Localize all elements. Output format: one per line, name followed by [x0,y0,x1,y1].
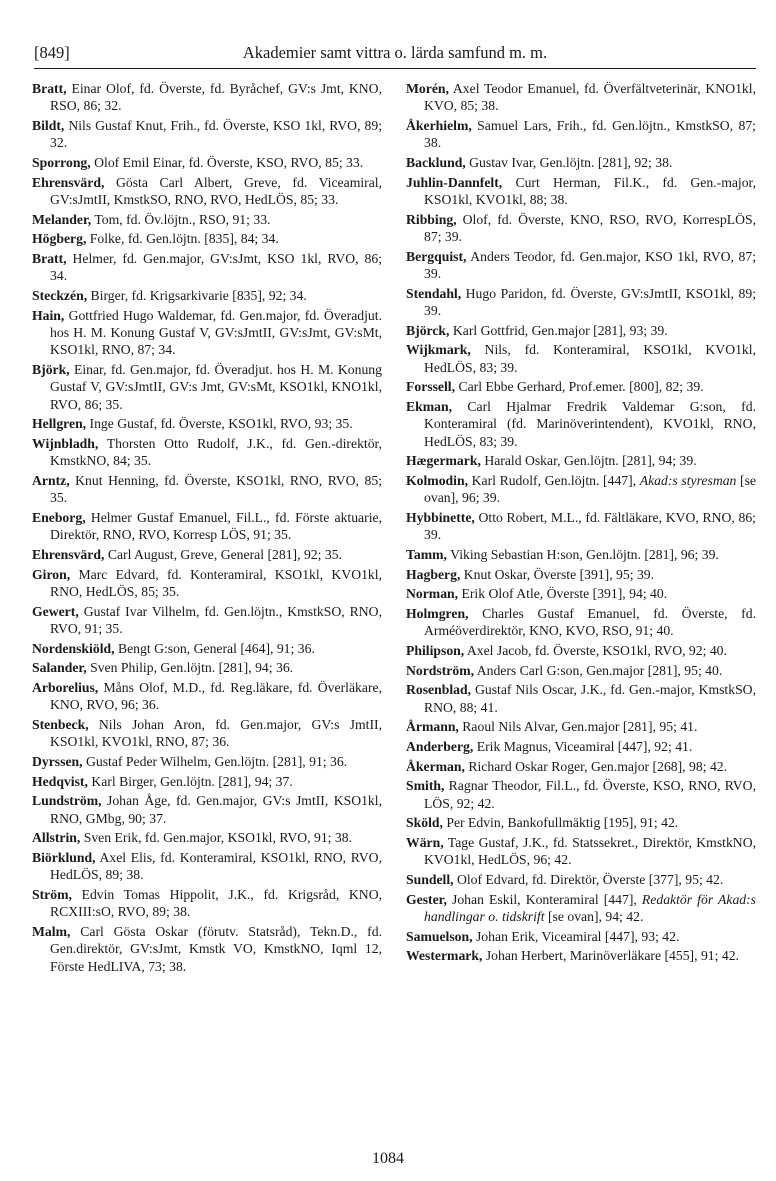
entry-name: Årmann, [406,719,459,735]
entry-text: Samuel Lars, Frih., fd. Gen.löjtn., KmstkSO, 87; 38. [424,117,756,151]
entry-name: Norman, [406,586,459,602]
list-item [406,174,756,209]
list-item [32,287,382,304]
list-item [406,947,756,964]
entry-name: Gester, [406,891,447,907]
entry-text: Anders Carl G:son, Gen.major [281], 95; 40. [474,662,723,678]
entry-name: Bildt, [32,117,65,133]
entry-text: Marc Edvard, fd. Konteramiral, KSO1kl, KVO1kl, RNO, HedLÖS, 85; 35. [50,566,382,599]
header-rule [34,68,756,69]
entry-text: Ragnar Theodor, Fil.L., fd. Överste, KSO, RNO, RVO, LÖS, 92; 42. [424,778,756,811]
list-item [32,250,382,285]
entry-text: Axel Elis, fd. Konteramiral, KSO1kl, RNO, RVO, HedLÖS, 89; 38. [50,849,382,883]
entry-text: Inge Gustaf, fd. Överste, KSO1kl, RVO, 93; 35. [86,416,353,432]
right-column [406,80,756,967]
entry-text: Helmer Gustaf Emanuel, Fil.L., fd. Förste aktuarie, Direktör, RNO, RVO, Korresp LÖS, 91; 35. [50,509,382,543]
entry-name: Åkerman, [406,758,465,774]
entry-text: Johan Erik, Viceamiral [447], 93; 42. [472,928,680,944]
list-item [32,753,382,770]
entry-name: Hybbinette, [406,509,475,525]
entry-text: Otto Robert, M.L., fd. Fältläkare, KVO, RNO, 86; 39. [424,509,756,543]
entry-name: Giron, [32,566,71,582]
list-item [32,435,382,470]
left-column [32,80,382,977]
entry-text: Einar, fd. Gen.major, fd. Överadjut. hos H. M. Konung Gustaf V, GV:sJmtII, GV:s Jmt, GV:sMt, KSO1kl, KNO1kl, RVO, 86; 35. [50,361,382,412]
entry-text: Gösta Carl Albert, Greve, fd. Viceamiral, GV:sJmtII, KmstkSO, RNO, RVO, HedLÖS, 85; 33. [50,174,382,207]
entry-text: Richard Oskar Roger, Gen.major [268], 98; 42. [464,758,728,774]
list-item [32,361,382,413]
entry-text: Carl Hjalmar Fredrik Valdemar G:son, fd. Konteramiral (fd. Marinöverintendent), KVO1kl, RNO, HedLÖS, 83; 39. [424,398,756,449]
entry-name: Anderberg, [406,738,474,754]
entry-text: Gustaf Peder Wilhelm, Gen.löjtn. [281], 91; 36. [82,753,348,769]
entry-name: Björck, [406,322,450,338]
list-item [406,285,756,320]
entry-name: Wijnbladh, [32,435,99,451]
entry-name: Åkerhielm, [406,117,472,133]
entry-text: Folke, fd. Gen.löjtn. [835], 84; 34. [86,231,279,247]
entry-name: Wijkmark, [406,342,471,358]
list-item [406,642,756,659]
list-item [406,452,756,469]
running-title: Akademier samt vittra o. lärda samfund m. m. [242,43,548,62]
entry-name: Lundström, [32,793,102,809]
list-item [32,546,382,563]
entry-text: Curt Herman, Fil.K., fd. Gen.-major, KSO1kl, KVO1kl, 88; 38. [424,174,756,207]
entry-name: Gewert, [32,603,79,619]
entry-name: Bratt, [32,251,67,267]
entry-name: Nordenskiöld, [32,640,115,656]
entry-text: Karl Birger, Gen.löjtn. [281], 94; 37. [87,773,293,789]
entry-name: Melander, [32,211,92,227]
entry-name: Hægermark, [406,453,481,469]
list-item [406,871,756,888]
entry-title-italic: Redaktör för Akad:s handlingar o. tidskrift [424,891,757,924]
entry-text: Olof Edvard, fd. Direktör, Överste [377], 95; 42. [453,872,724,888]
list-item [406,546,756,563]
entry-text: Knut Henning, fd. Överste, KSO1kl, RNO, RVO, 85; 35. [50,472,382,506]
list-item [32,509,382,544]
entry-text: Gustaf Ivar Vilhelm, fd. Gen.löjtn., KmstkSO, RNO, RVO, 91; 35. [50,603,382,636]
entry-name: Ehrensvärd, [32,546,105,562]
list-item [406,928,756,945]
entry-text: Anders Teodor, fd. Gen.major, KSO 1kl, RVO, 87; 39. [424,248,756,281]
entry-name: Ribbing, [406,211,457,227]
list-item [32,773,382,790]
entry-name: Philipson, [406,642,465,658]
list-item [32,716,382,751]
entry-text: Charles Gustaf Emanuel, fd. Överste, fd. Arméöverdirektör, KNO, KVO, RSO, 91; 40. [424,605,756,639]
list-item [32,849,382,884]
list-item [32,154,382,171]
entry-name: Arborelius, [32,679,99,695]
list-item [406,777,756,812]
list-item [406,248,756,283]
entry-text: Olof, fd. Överste, KNO, RSO, RVO, KorrespLÖS, 87; 39. [424,211,756,244]
list-item [406,681,756,716]
entry-name: Allstrin, [32,830,81,846]
list-item [32,80,382,115]
entry-text: Sven Philip, Gen.löjtn. [281], 94; 36. [86,660,294,676]
entry-name: Björk, [32,361,70,377]
entry-text: Nils Johan Aron, fd. Gen.major, GV:s JmtII, KSO1kl, KVO1kl, RNO, 87; 36. [50,716,382,750]
entry-name: Stendahl, [406,285,462,301]
entry-text: Raoul Nils Alvar, Gen.major [281], 95; 41. [458,719,698,735]
entry-name: Steckzén, [32,288,88,303]
list-item [406,605,756,640]
list-item [406,814,756,831]
entry-text: Gustaf Nils Oscar, J.K., fd. Gen.-major, KmstkSO, RNO, 88; 41. [424,682,756,715]
entry-text: Johan Åge, fd. Gen.major, GV:s JmtII, KSO1kl, RNO, GMbg, 90; 37. [50,793,382,826]
list-item [406,378,756,395]
entry-text: Bengt G:son, General [464], 91; 36. [114,640,315,656]
entry-text: Tage Gustaf, J.K., fd. Statssekret., Direktör, KmstkNO, KVO1kl, HedLÖS, 96; 42. [424,835,756,868]
list-item [32,679,382,714]
entry-text: Hugo Paridon, fd. Överste, GV:sJmtII, KSO1kl, 89; 39. [424,285,756,318]
entry-name: Backlund, [406,154,466,170]
list-item [406,80,756,115]
entry-name: Morén, [406,81,449,96]
entry-name: Sporrong, [32,154,91,170]
entry-name: Ehrensvärd, [32,174,105,190]
list-item [32,792,382,827]
entry-name: Arntz, [32,472,70,488]
entry-name: Kolmodin, [406,472,468,488]
entry-name: Biörklund, [32,849,96,865]
entry-name: Ekman, [406,398,453,414]
entry-title-italic: Akad:s styresman [639,472,737,488]
entry-text: Måns Olof, M.D., fd. Reg.läkare, fd. Överläkare, KNO, RVO, 96; 36. [50,679,382,713]
entry-text: Gustav Ivar, Gen.löjtn. [281], 92; 38. [465,154,673,170]
page-header [34,40,756,66]
entry-name: Smith, [406,778,445,794]
page-number: [849] [34,43,70,62]
list-item [406,758,756,775]
entry-text: Carl Gösta Oskar (förutv. Statsråd), Tekn.D., fd. Gen.direktör, GV:sJmt, Kmstk VO, KmstkNO, Iqml 12, Förste HedLIVA, 73; 38. [50,923,382,974]
entry-text: Axel Teodor Emanuel, fd. Överfältveterinär, KNO1kl, KVO, 85; 38. [424,81,756,114]
list-item [32,659,382,676]
entry-name: Hedqvist, [32,773,88,789]
entry-name: Högberg, [32,231,87,247]
list-item [32,829,382,846]
list-item [32,640,382,657]
entry-text: Carl Ebbe Gerhard, Prof.emer. [800], 82; 39. [455,379,704,395]
entry-name: Malm, [32,923,71,939]
entry-name: Sköld, [406,815,443,831]
entry-text: Per Edvin, Bankofullmäktig [195], 91; 42. [442,815,679,831]
list-item [32,923,382,975]
list-item [32,117,382,152]
entry-name: Juhlin-Dannfelt, [406,174,503,190]
entry-text: Erik Magnus, Viceamiral [447], 92; 41. [473,738,693,754]
entry-text: Helmer, fd. Gen.major, GV:sJmt, KSO 1kl, RVO, 86; 34. [50,251,382,284]
entry-name: Westermark, [406,948,483,964]
entry-name: Bratt, [32,81,67,96]
list-item [406,834,756,869]
entry-text: Carl August, Greve, General [281], 92; 35. [104,546,342,562]
entry-name: Ström, [32,886,72,902]
folio: 1084 [372,1150,404,1167]
entry-name: Nordström, [406,662,475,678]
list-item [406,154,756,171]
entry-name: Eneborg, [32,509,86,525]
entry-text: Johan Herbert, Marinöverläkare [455], 91; 42. [482,948,739,964]
entry-name: Dyrssen, [32,753,83,769]
list-item [406,738,756,755]
entry-text: Nils, fd. Konteramiral, KSO1kl, KVO1kl, HedLÖS, 83; 39. [424,342,756,375]
entry-text-after: [se ovan], 94; 42. [544,909,644,924]
entry-text: Viking Sebastian H:son, Gen.löjtn. [281], 96; 39. [446,546,719,562]
list-item [32,886,382,921]
list-item [32,603,382,638]
entry-name: Salander, [32,660,87,676]
list-item [406,662,756,679]
entry-text: Karl Gottfrid, Gen.major [281], 93; 39. [449,322,668,338]
entry-text: Birger, fd. Krigsarkivarie [835], 92; 34. [87,288,307,303]
list-item [32,472,382,507]
list-item [406,509,756,544]
list-item [32,211,382,228]
entry-name: Forssell, [406,379,456,395]
list-item [406,322,756,339]
entry-text: Einar Olof, fd. Överste, fd. Byråchef, GV:s Jmt, KNO, RSO, 86; 32. [50,81,382,114]
entry-text: Gottfried Hugo Waldemar, fd. Gen.major, fd. Överadjut. hos H. M. Konung Gustaf V, GV:sJmtII, GV:sJmt, GV:sMt, KSO1kl, RNO, 87; 34. [50,307,382,358]
list-item [406,341,756,376]
list-item [406,211,756,246]
entry-name: Samuelson, [406,928,473,944]
list-item [32,174,382,209]
entry-text: Thorsten Otto Rudolf, J.K., fd. Gen.-direktör, KmstkNO, 84; 35. [50,435,382,469]
entry-name: Hain, [32,307,65,323]
entry-name: Hagberg, [406,566,461,582]
entry-text: Sven Erik, fd. Gen.major, KSO1kl, RVO, 91; 38. [80,830,353,846]
entry-text: Axel Jacob, fd. Överste, KSO1kl, RVO, 92; 40. [464,642,727,658]
entry-name: Hellgren, [32,416,87,432]
entry-text: Nils Gustaf Knut, Frih., fd. Överste, KSO 1kl, RVO, 89; 32. [50,117,382,151]
entry-name: Sundell, [406,872,454,888]
list-item [406,398,756,450]
list-item [406,718,756,735]
entry-name: Holmgren, [406,605,469,621]
entry-text-after: [se ovan], 96; 39. [424,472,756,506]
list-item [406,566,756,583]
entry-name: Tamm, [406,546,447,562]
entry-text: Tom, fd. Öv.löjtn., RSO, 91; 33. [91,211,271,227]
entry-name: Bergquist, [406,248,467,264]
entry-text: Knut Oskar, Överste [391], 95; 39. [460,566,655,582]
entry-text: Olof Emil Einar, fd. Överste, KSO, RVO, 85; 33. [90,154,364,170]
entry-name: Stenbeck, [32,716,89,732]
list-item [32,307,382,359]
entry-text: Johan Eskil, Konteramiral [447], [446,891,642,907]
entry-name: Wärn, [406,835,444,851]
list-item [406,472,756,507]
list-item [406,117,756,152]
list-item [406,891,756,926]
entry-text: Karl Rudolf, Gen.löjtn. [447], [468,472,640,488]
list-item [32,566,382,601]
entry-text: Harald Oskar, Gen.löjtn. [281], 94; 39. [480,453,697,469]
entry-text: Edvin Tomas Hippolit, J.K., fd. Krigsråd, KNO, RCXIII:sO, RVO, 89; 38. [50,886,382,920]
entry-name: Rosenblad, [406,682,472,698]
list-item [32,230,382,247]
entry-text: Erik Olof Atle, Överste [391], 94; 40. [458,586,668,602]
list-item [406,585,756,602]
list-item [32,415,382,432]
